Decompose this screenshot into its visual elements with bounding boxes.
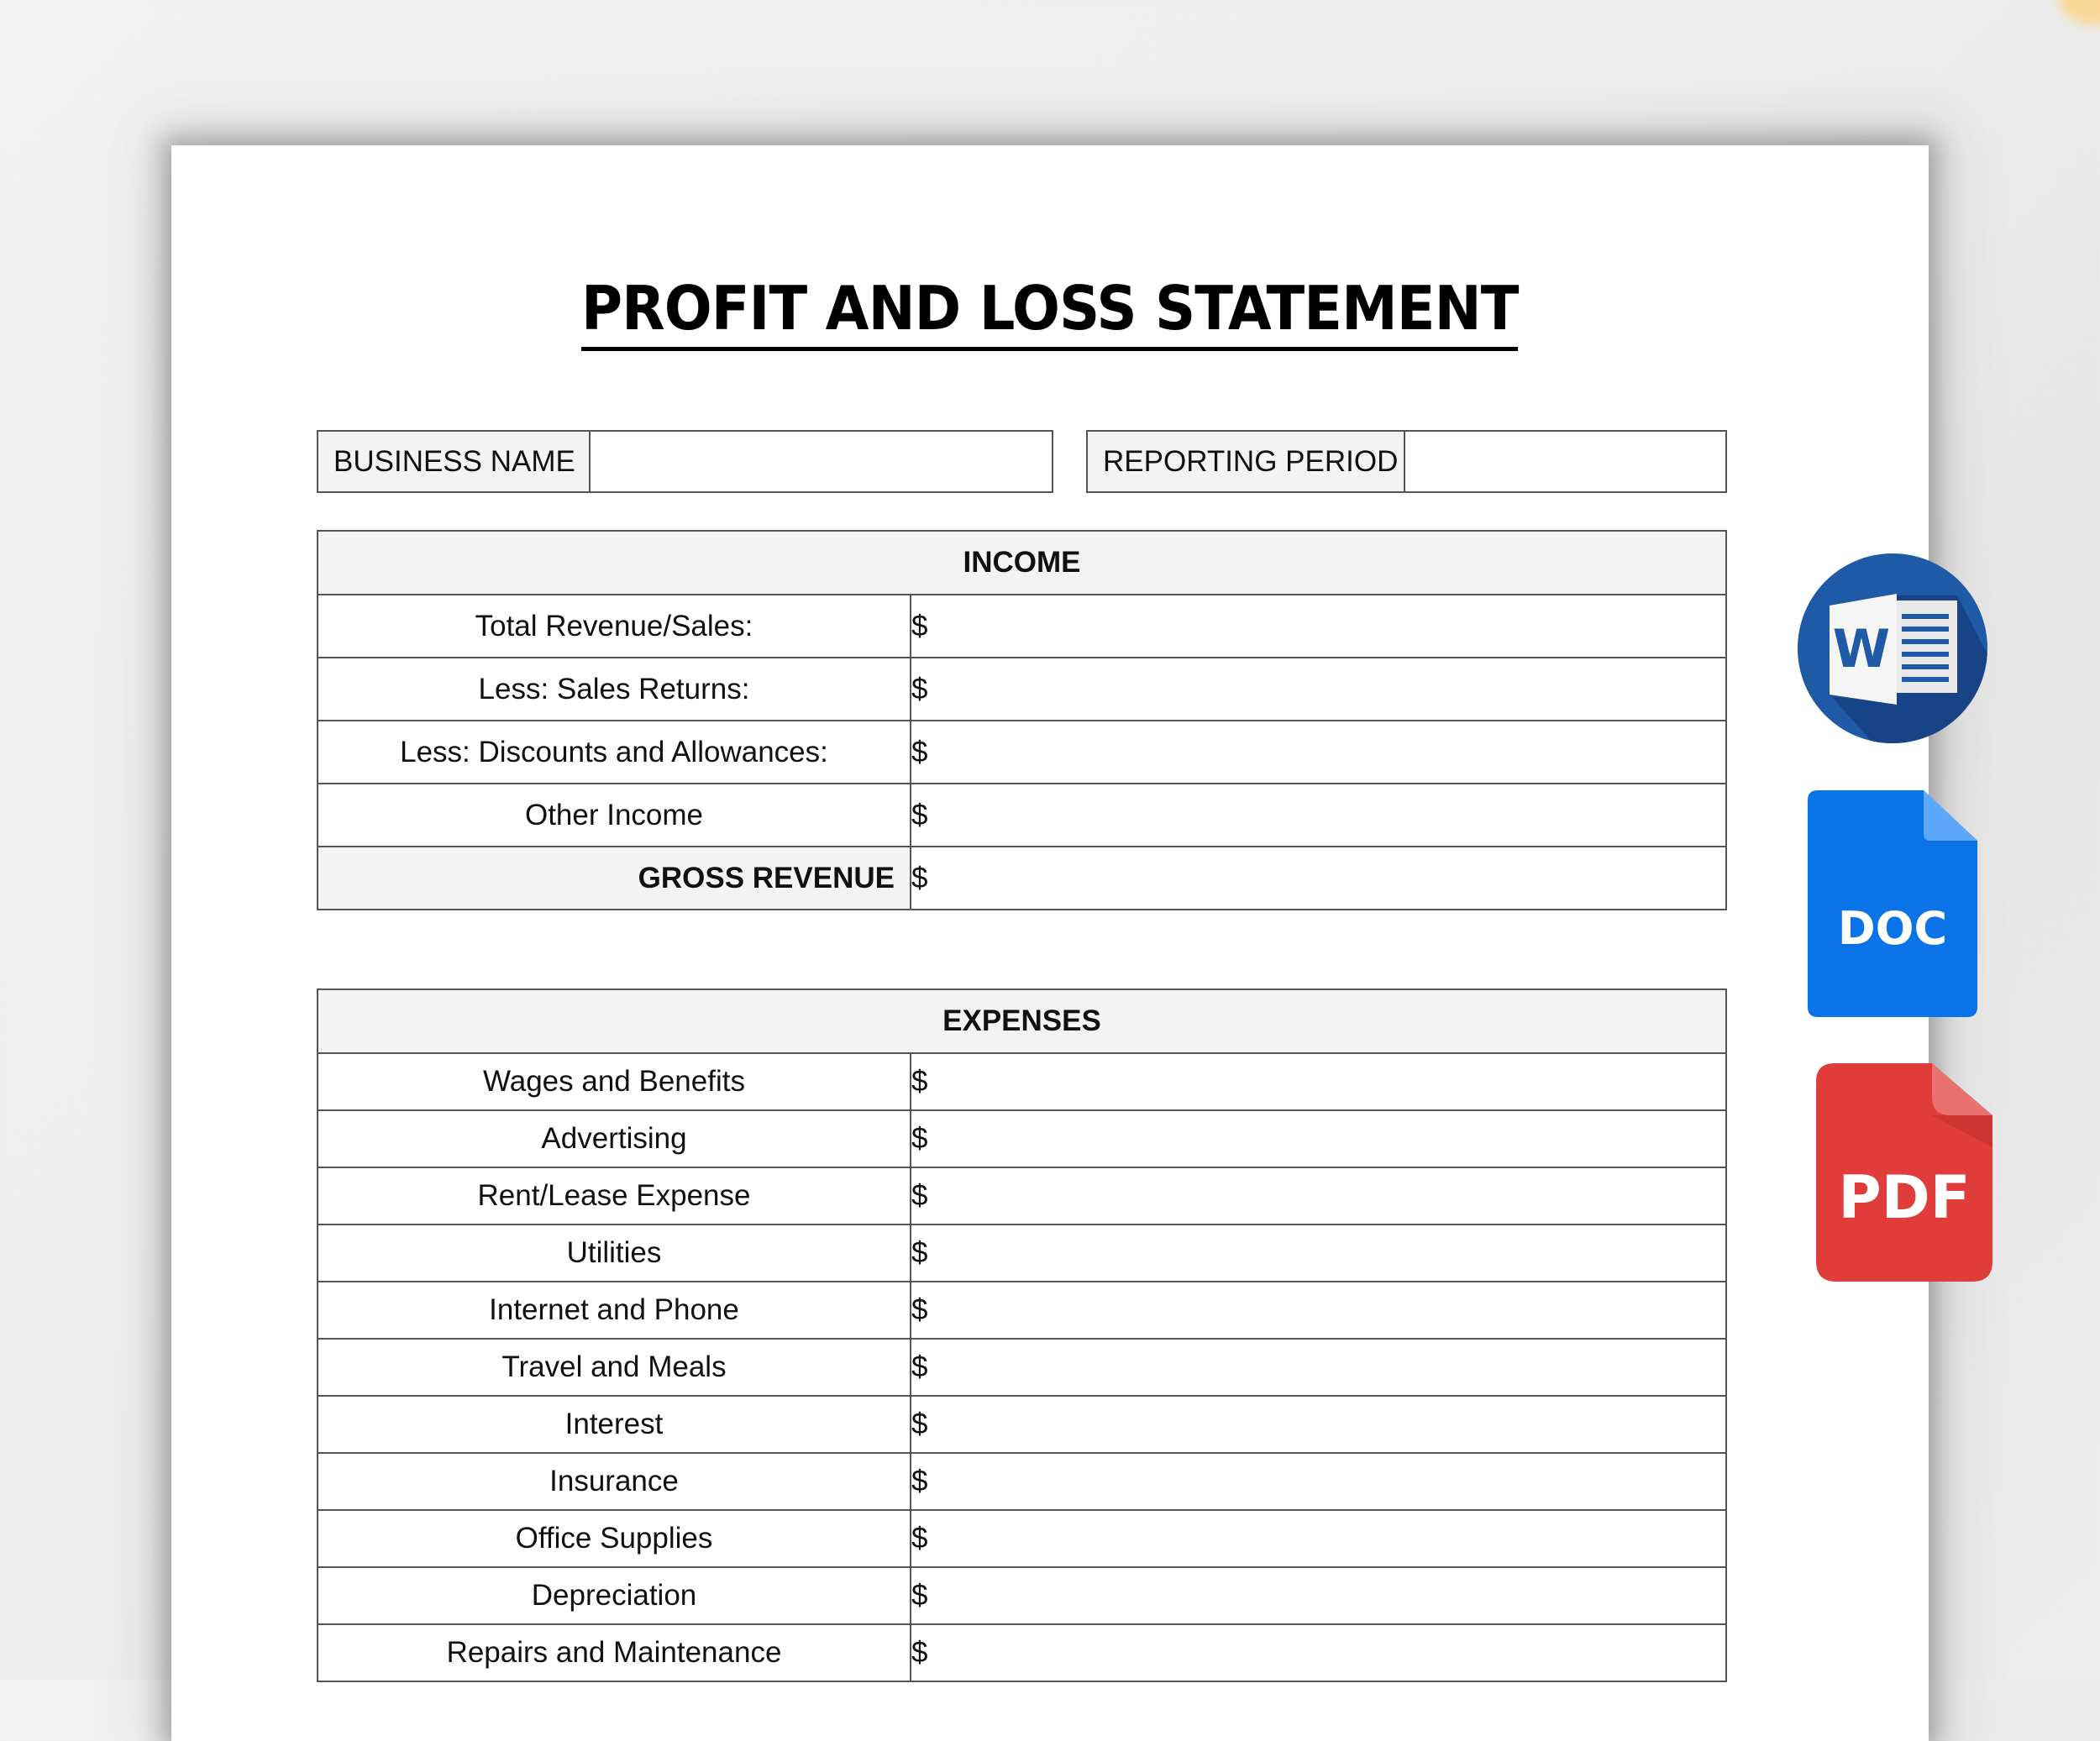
- table-row: [318, 784, 1726, 847]
- document-page: [171, 145, 1929, 1741]
- currency-symbol: $: [911, 672, 928, 705]
- row-label: Other Income: [318, 784, 911, 847]
- row-label: Rent/Lease Expense: [318, 1167, 911, 1224]
- currency-symbol: $: [911, 1636, 928, 1669]
- amount-cell[interactable]: [911, 1167, 1726, 1224]
- currency-symbol: $: [911, 1236, 928, 1269]
- row-label: Less: Sales Returns:: [318, 658, 911, 721]
- page-title: PROFIT AND LOSS STATEMENT: [581, 270, 1519, 351]
- currency-symbol: $: [911, 1522, 928, 1555]
- row-label: Interest: [318, 1396, 911, 1453]
- svg-text:DOC: DOC: [1837, 902, 1948, 955]
- reporting-period-label: REPORTING PERIOD: [1088, 432, 1405, 491]
- gross-revenue-row: [318, 847, 1726, 910]
- gross-revenue-amount[interactable]: [911, 847, 1726, 910]
- expenses-header: EXPENSES: [318, 989, 1726, 1053]
- row-label: Office Supplies: [318, 1510, 911, 1567]
- pdf-file-icon: [1816, 1063, 1992, 1282]
- amount-cell[interactable]: [911, 1339, 1726, 1396]
- table-row: [318, 1396, 1726, 1453]
- row-label: Advertising: [318, 1110, 911, 1167]
- amount-cell[interactable]: [911, 1453, 1726, 1510]
- table-row: [318, 595, 1726, 658]
- gross-revenue-label: GROSS REVENUE: [318, 847, 911, 910]
- income-header: INCOME: [318, 531, 1726, 595]
- table-row: [318, 1624, 1726, 1681]
- row-label: Utilities: [318, 1224, 911, 1282]
- row-label: Insurance: [318, 1453, 911, 1510]
- business-name-label: BUSINESS NAME: [318, 432, 591, 491]
- currency-symbol: $: [911, 735, 928, 768]
- word-icon: [1798, 553, 1987, 743]
- svg-text:PDF: PDF: [1838, 1163, 1971, 1232]
- table-row: [318, 658, 1726, 721]
- row-label: Total Revenue/Sales:: [318, 595, 911, 658]
- amount-cell[interactable]: [911, 1396, 1726, 1453]
- page-title-wrap: [171, 270, 1929, 351]
- table-row: [318, 1053, 1726, 1110]
- business-name-field: [317, 430, 1053, 493]
- corner-decoration: [2058, 0, 2100, 25]
- row-label: Depreciation: [318, 1567, 911, 1624]
- row-label: Travel and Meals: [318, 1339, 911, 1396]
- currency-symbol: $: [911, 1065, 928, 1098]
- amount-cell[interactable]: [911, 595, 1726, 658]
- currency-symbol: $: [911, 861, 928, 894]
- currency-symbol: $: [911, 798, 928, 831]
- currency-symbol: $: [911, 1122, 928, 1155]
- amount-cell[interactable]: [911, 1110, 1726, 1167]
- amount-cell[interactable]: [911, 721, 1726, 784]
- table-row: [318, 721, 1726, 784]
- table-row: [318, 1567, 1726, 1624]
- amount-cell[interactable]: [911, 1053, 1726, 1110]
- table-row: [318, 1224, 1726, 1282]
- table-row: [318, 1167, 1726, 1224]
- table-row: [318, 1510, 1726, 1567]
- currency-symbol: $: [911, 1293, 928, 1326]
- amount-cell[interactable]: [911, 658, 1726, 721]
- income-table: [317, 530, 1727, 910]
- table-row: [318, 1282, 1726, 1339]
- expenses-table: [317, 988, 1727, 1682]
- row-label: Internet and Phone: [318, 1282, 911, 1339]
- amount-cell[interactable]: [911, 1624, 1726, 1681]
- business-name-input[interactable]: [591, 432, 1052, 491]
- row-label: Wages and Benefits: [318, 1053, 911, 1110]
- currency-symbol: $: [911, 1579, 928, 1612]
- reporting-period-input[interactable]: [1405, 432, 1725, 491]
- table-row: [318, 1339, 1726, 1396]
- currency-symbol: $: [911, 609, 928, 642]
- svg-text:W: W: [1832, 618, 1891, 679]
- currency-symbol: $: [911, 1350, 928, 1383]
- doc-file-icon: [1808, 790, 1977, 1017]
- amount-cell[interactable]: [911, 1567, 1726, 1624]
- row-label: Less: Discounts and Allowances:: [318, 721, 911, 784]
- row-label: Repairs and Maintenance: [318, 1624, 911, 1681]
- amount-cell[interactable]: [911, 1510, 1726, 1567]
- amount-cell[interactable]: [911, 1224, 1726, 1282]
- reporting-period-field: [1086, 430, 1727, 493]
- amount-cell[interactable]: [911, 784, 1726, 847]
- currency-symbol: $: [911, 1465, 928, 1497]
- table-row: [318, 1110, 1726, 1167]
- table-row: [318, 1453, 1726, 1510]
- amount-cell[interactable]: [911, 1282, 1726, 1339]
- currency-symbol: $: [911, 1408, 928, 1440]
- currency-symbol: $: [911, 1179, 928, 1212]
